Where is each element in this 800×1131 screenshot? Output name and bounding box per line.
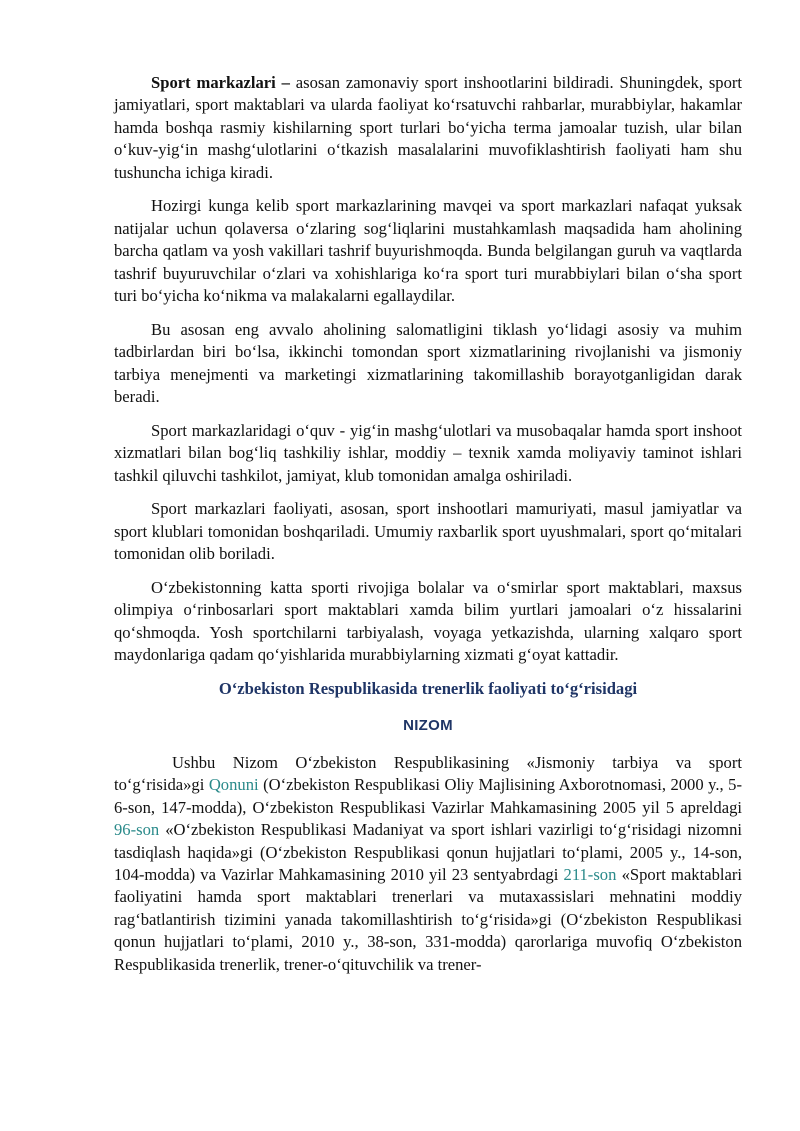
paragraph-7-part2: (O‘zbekiston Respublikasi Oliy Majlisining Axborotnomasi, 2000 y., 5-6-son, 147-modda), O‘zbekiston Respublikasi Vazirlar Mahkamasining 2005 yil 5 apreldagi [114,775,742,817]
paragraph-7-part3: «O‘zbekiston Respublikasi Madaniyat va sport ishlari vazirligi to‘g‘risidagi nizomni tasdiqlash haqida»gi (O‘zbekiston Respublikasi qonun hujjatlari to‘plami, 2005 y., 14-son, 104-modda) va Vazirlar Mahkamasining 2010 yil 23 sentyabrdagi [114,820,742,884]
paragraph-7-part4: «Sport maktablari faoliyatini hamda sport maktablari trenerlari va mutaxassislari mehnatini moddiy rag‘batlantirish tizimini yanada takomillashtirish to‘g‘risida»gi (O‘zbekiston Respublikasi qonun hujjatlari to‘plami, 2010 y., 38-son, 331-modda) qarorlariga muvofiq O‘zbekiston Respublikasida trenerlik, trener-o‘qituvchilik va trener- [114,864,742,974]
paragraph-1 [114,72,742,184]
paragraph-6: O‘zbekistonning katta sporti rivojiga bolalar va o‘smirlar sport maktablari, maxsus olimpiya o‘rinbosarlari sport maktablari xamda bilim yurtlari jamoalari o‘z hissalarini qo‘shmoqda. Yosh sportchilarni tarbiyalash, voyaga yetkazishda, ularning xalqaro sport maydonlariga qadam qo‘yishlarida murabbiylarning xizmati g‘oyat kattadir. [114,578,742,665]
paragraph-7 [114,752,742,976]
term-bold: Sport markazlari – [151,73,290,92]
paragraph-2: Hozirgi kunga kelib sport markazlarining mavqei va sport markazlari nafaqat yuksak natijalar uchun qolaversa o‘zlaring sog‘liqlarini mustahkamlash maqsadida ham aholining barcha qatlam va yosh vakillari tashrif buyurishmoqda. Bunda belgilangan guruh va vaqtlarda tashrif buyuruvchilar o‘zlari va xohishlariga ko‘ra sport turi murabbiylari bilan o‘sha sport turi bo‘yicha ko‘nikma va malakalarni egallaydilar. [114,196,742,306]
paragraph-1-text: asosan zamonaviy sport inshootlarini bildiradi. Shuningdek, sport jamiyatlari, sport maktablari va ularda faoliyat ko‘rsatuvchi rahbarlar, murabbiylar, hakamlar hamda boshqa rasmiy kishilarning sport turlari bo‘yicha terma jamoalar tuzish, ular bilan o‘kuv-yig‘in mashg‘ulotlarini o‘tkazish masalalarini muvofiklashtirish faoliyati ham shu tushuncha ichiga kiradi. [114,73,743,182]
link-96-son[interactable]: 96-son [114,820,160,840]
link-211-son[interactable]: 211-son [563,864,617,884]
paragraph-4: Sport markazlaridagi o‘quv - yig‘in mashg‘ulotlari va musobaqalar hamda sport inshoot xizmatlari bilan bog‘liq tashkiliy ishlar, moddiy – texnik xamda moliyaviy taminot ishlari tashkil qiluvchi tashkilot, jamiyat, klub tomonidan amalga oshiriladi. [114,420,742,485]
paragraph-7-part1: Ushbu Nizom O‘zbekiston Respublikasining «Jismoniy tarbiya va sport to‘g‘risida»gi [114,752,742,795]
section-subheading: NIZOM [403,716,453,734]
paragraph-3: Bu asosan eng avvalo aholining salomatligini tiklash yo‘lidagi asosiy va muhim tadbirlardan biri bo‘lsa, ikkinchi tomondan sport xizmatlarining rivojlanishi va jismoniy tarbiya menejmenti va marketingi xizmatlarining takomillashib borayotganligidan darak beradi. [114,319,742,407]
paragraph-5: Sport markazlari faoliyati, asosan, sport inshootlari mamuriyati, masul jamiyatlar va sport klublari tomonidan boshqariladi. Umumiy raxbarlik sport uyushmalari, sport qo‘mitalari tomonidan olib boriladi. [114,499,742,564]
link-qonuni[interactable]: Qonuni [208,775,259,795]
section-heading: O‘zbekiston Respublikasida trenerlik faoliyati to‘g‘risidagi [218,679,638,699]
